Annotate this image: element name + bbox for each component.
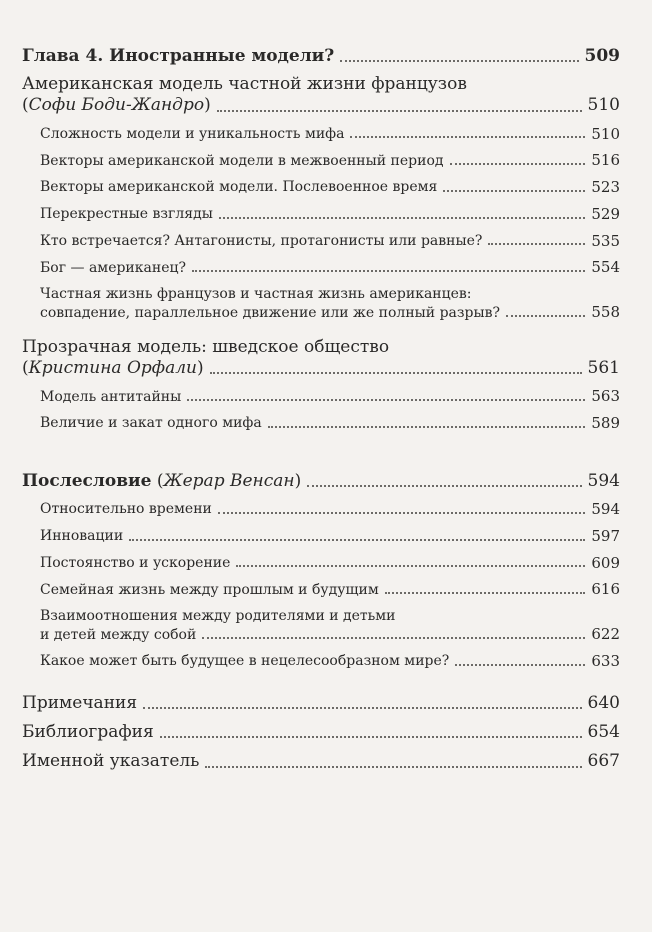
- toc-chapter-4: [22, 46, 620, 67]
- toc-item: [22, 554, 620, 573]
- toc-item-page: 516: [591, 151, 620, 170]
- leader-dots: [160, 735, 582, 738]
- toc-swedish-items: [22, 387, 620, 433]
- toc-item: [22, 500, 620, 519]
- leader-dots: [217, 109, 582, 112]
- toc-item-label: Модель антитайны: [40, 388, 182, 405]
- toc-afterword-title: Послесловие: [22, 470, 152, 491]
- leader-dots: [340, 59, 578, 62]
- toc-item-label: Постоянство и ускорение: [40, 554, 231, 571]
- leader-dots: [143, 706, 581, 709]
- toc-afterword-long-line2: и детей между собой: [40, 626, 197, 643]
- toc-swedish-author-row: (Кристина Орфали) 561: [22, 358, 620, 379]
- toc-afterword-last-label: Какое может быть будущее в нецелесообразном мире?: [40, 653, 450, 670]
- toc-item-label: Перекрестные взгляды: [40, 206, 213, 223]
- toc-item-page: 594: [591, 500, 620, 519]
- toc-bibliography-label: Библиография: [22, 722, 154, 743]
- table-of-contents: [22, 46, 620, 773]
- leader-dots: [187, 398, 585, 401]
- leader-dots: [210, 371, 582, 374]
- toc-item-page: 510: [591, 124, 620, 143]
- toc-item: [22, 178, 620, 197]
- toc-american-long-line1: Частная жизнь французов и частная жизнь американцев:: [40, 286, 472, 303]
- toc-item-page: 523: [591, 178, 620, 197]
- toc-american-title: Американская модель частной жизни французов: [22, 74, 467, 95]
- leader-dots: [192, 269, 585, 272]
- toc-swedish-author: Кристина Орфали: [28, 358, 197, 379]
- toc-item-page: 554: [591, 258, 620, 277]
- toc-afterword-long-line1: Взаимоотношения между родителями и детьми: [40, 608, 396, 625]
- toc-item-label: Векторы американской модели в межвоенный период: [40, 152, 444, 169]
- toc-notes-page: 640: [587, 692, 620, 713]
- toc-item-page: 563: [591, 387, 620, 406]
- toc-item: [22, 387, 620, 406]
- toc-chapter-4-page: 509: [584, 46, 620, 66]
- toc-item: [22, 205, 620, 224]
- leader-dots: [129, 538, 585, 541]
- toc-index: [22, 751, 620, 772]
- toc-item-label: Величие и закат одного мифа: [40, 415, 262, 432]
- toc-item-label: Векторы американской модели. Послевоенное время: [40, 179, 438, 196]
- leader-dots: [219, 216, 585, 219]
- toc-chapter-4-label: Глава 4. Иностранные модели?: [22, 46, 335, 66]
- toc-item: [22, 232, 620, 251]
- toc-item-page: 589: [591, 414, 620, 433]
- toc-item-page: 529: [591, 204, 620, 223]
- toc-afterword-author: Жерар Венсан: [163, 470, 295, 491]
- leader-dots: [455, 663, 585, 666]
- toc-swedish-page: 561: [587, 358, 620, 379]
- leader-dots: [350, 135, 585, 138]
- toc-item: [22, 151, 620, 170]
- toc-item-page: 616: [591, 580, 620, 599]
- toc-item: [22, 527, 620, 546]
- leader-dots: [236, 564, 585, 567]
- toc-item: [22, 125, 620, 144]
- toc-item-label: Семейная жизнь между прошлым и будущим: [40, 581, 379, 598]
- toc-swedish-title: Прозрачная модель: шведское общество: [22, 337, 390, 358]
- toc-item-label: Кто встречается? Антагонисты, протагонисты или равные?: [40, 232, 483, 249]
- toc-american-page: 510: [587, 95, 620, 116]
- toc-item: [22, 580, 620, 599]
- toc-index-label: Именной указатель: [22, 751, 200, 772]
- toc-item-label: Инновации: [40, 528, 124, 545]
- toc-item-label: Сложность модели и уникальность мифа: [40, 125, 345, 142]
- leader-dots: [268, 425, 586, 428]
- toc-item-label: Относительно времени: [40, 501, 212, 518]
- toc-item: [22, 258, 620, 277]
- leader-dots: [218, 511, 585, 514]
- toc-afterword: Послесловие (Жерар Венсан) 594: [22, 470, 620, 491]
- toc-bibliography: [22, 722, 620, 743]
- toc-item-page: 535: [591, 231, 620, 250]
- leader-dots: [443, 189, 585, 192]
- toc-notes: [22, 693, 620, 714]
- leader-dots: [205, 765, 581, 768]
- toc-afterword-last-item: [22, 652, 620, 671]
- toc-american-long-line2: совпадение, параллельное движение или же полный разрыв?: [40, 304, 501, 321]
- leader-dots: [506, 314, 585, 317]
- toc-american-items: [22, 125, 620, 278]
- toc-american-long-page: 558: [591, 303, 620, 322]
- toc-american-author-row: (Софи Боди-Жандро) 510: [22, 95, 620, 116]
- toc-notes-label: Примечания: [22, 692, 138, 713]
- toc-afterword-long-page: 622: [591, 625, 620, 644]
- toc-afterword-page: 594: [587, 470, 620, 491]
- leader-dots: [307, 484, 581, 487]
- toc-item: [22, 414, 620, 433]
- toc-item-page: 609: [591, 553, 620, 572]
- toc-american-long-item: [22, 285, 620, 322]
- toc-american-author: Софи Боди-Жандро: [28, 95, 205, 116]
- toc-afterword-long-item: [22, 607, 620, 644]
- leader-dots: [385, 591, 586, 594]
- toc-item-page: 597: [591, 526, 620, 545]
- toc-afterword-items: [22, 500, 620, 599]
- leader-dots: [488, 242, 585, 245]
- leader-dots: [450, 162, 586, 165]
- toc-index-page: 667: [587, 751, 620, 772]
- toc-item-label: Бог — американец?: [40, 259, 186, 276]
- leader-dots: [202, 636, 585, 639]
- toc-bibliography-page: 654: [587, 722, 620, 743]
- toc-afterword-last-page: 633: [591, 652, 620, 671]
